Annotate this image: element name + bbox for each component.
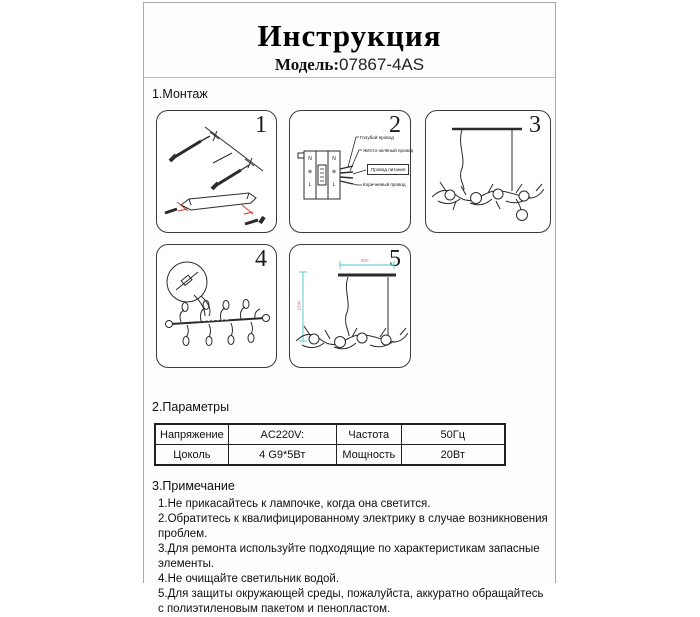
montage-step-5-panel xyxy=(289,244,411,368)
params-heading: 2.Параметры xyxy=(152,400,230,414)
parameters-table xyxy=(154,423,506,466)
finished-fixture-diagram xyxy=(290,245,412,369)
step-number: 2 xyxy=(389,112,401,138)
notes-list xyxy=(158,497,550,617)
param-name-cell: Цоколь xyxy=(155,445,228,466)
note-item: 2.Обратитесь к квалифицированному электрику в случае возникновения проблем. xyxy=(158,513,548,540)
width-dimension-label: 800 xyxy=(361,258,369,263)
page-title: Инструкция xyxy=(257,18,442,53)
instruction-sheet xyxy=(143,2,556,615)
montage-heading: 1.Монтаж xyxy=(152,87,208,101)
blue-wire-label: Голубой провод xyxy=(360,135,394,140)
param-name-cell: Мощность xyxy=(336,445,401,466)
step-number: 4 xyxy=(255,246,267,272)
param-value-cell: 50Гц xyxy=(401,424,505,445)
montage-step-3-panel xyxy=(425,110,551,233)
step-number: 3 xyxy=(529,112,541,138)
model-number: 07867-4AS xyxy=(339,55,425,74)
header-divider xyxy=(144,77,555,78)
note-item: 1.Не прикасайтесь к лампочке, когда она светится. xyxy=(158,498,431,510)
montage-step-4-panel xyxy=(156,244,277,368)
param-value-cell: 4 G9*5Вт xyxy=(228,445,336,466)
note-item: 4.Не очищайте светильник водой. xyxy=(158,573,340,585)
param-name-cell: Частота xyxy=(336,424,401,445)
hanging-fixture-diagram xyxy=(426,111,552,234)
step-number: 5 xyxy=(389,246,401,272)
notes-heading: 3.Примечание xyxy=(152,479,235,493)
yellow-green-wire-label: Жёлто-зелёный провод xyxy=(363,148,414,153)
step-number: 1 xyxy=(255,112,267,138)
model-label: Модель: xyxy=(274,55,340,74)
param-value-cell: AC220V: xyxy=(228,424,336,445)
terminal-markings-right: N ⊕ L xyxy=(331,156,337,188)
mounting-bracket-diagram xyxy=(157,111,278,234)
brown-wire-label: Коричневый провод xyxy=(363,182,406,187)
height-dimension-label: 1500 xyxy=(296,300,302,311)
model-line xyxy=(144,55,555,75)
table-row xyxy=(155,445,505,466)
note-item: 3.Для ремонта используйте подходящие по характеристикам запасные элементы. xyxy=(158,543,540,570)
note-item: 5.Для защиты окружающей среды, пожалуйста, аккуратно обращайтесь с полиэтиленовым пакетом и пенопластом. xyxy=(158,588,544,615)
terminal-markings-left: N ⊕ L xyxy=(307,156,313,188)
power-cord-label: Провод питания xyxy=(367,164,409,175)
param-value-cell: 20Вт xyxy=(401,445,505,466)
montage-step-2-panel xyxy=(289,110,414,233)
bulb-install-diagram xyxy=(157,245,278,369)
table-row xyxy=(155,424,505,445)
montage-step-1-panel xyxy=(156,110,277,233)
param-name-cell: Напряжение xyxy=(155,424,228,445)
